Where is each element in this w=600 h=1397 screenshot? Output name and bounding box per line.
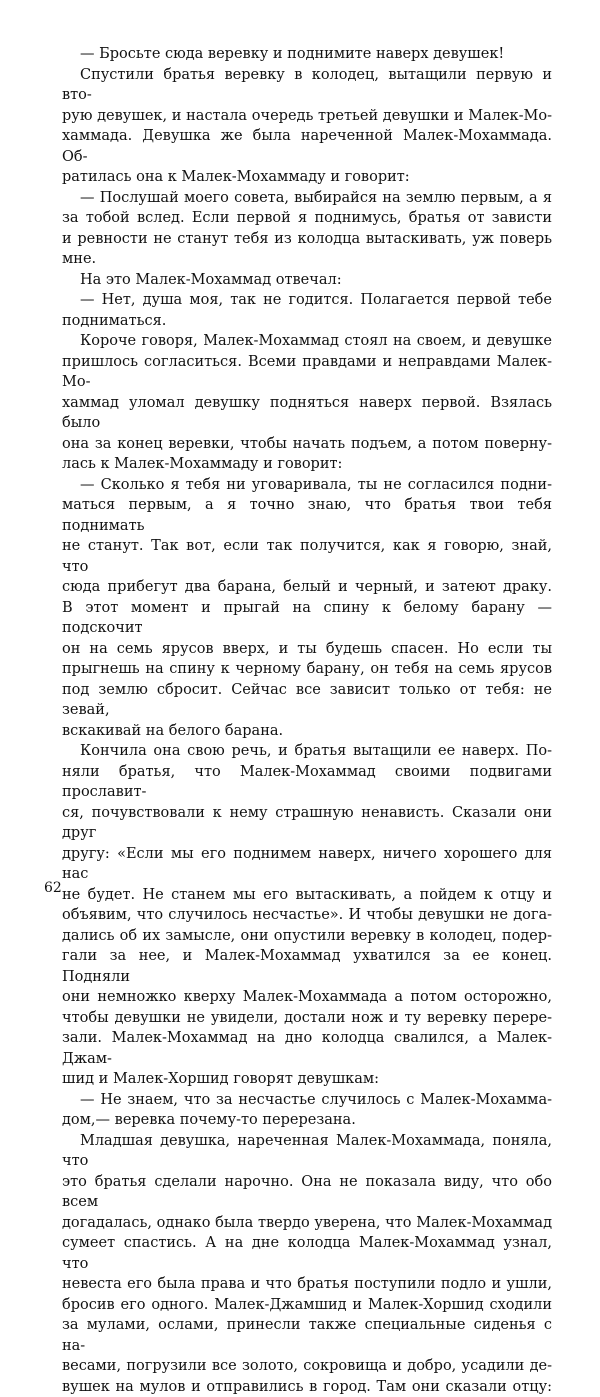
text-line: Младшая девушка, нареченная Малек-Мохаммада, поняла, что [62,1131,552,1172]
text-line: гали за нее, и Малек-Мохаммад ухватился за ее конец. Подняли [62,946,552,987]
text-line: другу: «Если мы его поднимем наверх, ничего хорошего для нас [62,844,552,885]
text-line: это братья сделали нарочно. Она не показала виду, что обо всем [62,1172,552,1213]
text-line: маться первым, а я точно знаю, что братья твои тебя поднимать [62,495,552,536]
text-line: дались об их замысле, они опустили веревку в колодец, подер- [62,926,552,947]
text-line: — Нет, душа моя, так не годится. Полагается первой тебе [62,290,552,311]
text-line: сумеет спастись. А на дне колодца Малек-Мохаммад узнал, что [62,1233,552,1274]
page-number: 62 [44,880,62,896]
text-line: В этот момент и прыгай на спину к белому барану — подскочит [62,598,552,639]
text-line: невеста его была права и что братья поступили подло и ушли, [62,1274,552,1295]
text-line: — Послушай моего совета, выбирайся на землю первым, а я [62,188,552,209]
text-line: подниматься. [62,311,552,332]
text-line: вскакивай на белого барана. [62,721,552,742]
text-line: он на семь ярусов вверх, и ты будешь спасен. Но если ты [62,639,552,660]
text-line: она за конец веревки, чтобы начать подъем, а потом поверну- [62,434,552,455]
text-line: прыгнешь на спину к черному барану, он тебя на семь ярусов [62,659,552,680]
text-line: не будет. Не станем мы его вытаскивать, а пойдем к отцу и [62,885,552,906]
text-line: чтобы девушки не увидели, достали нож и ту веревку перере- [62,1008,552,1029]
text-line: зали. Малек-Мохаммад на дно колодца свалился, а Малек-Джам- [62,1028,552,1069]
text-line: бросив его одного. Малек-Джамшид и Малек-Хоршид сходили [62,1295,552,1316]
text-line: объявим, что случилось несчастье». И чтобы девушки не дога- [62,905,552,926]
text-line: за тобой вслед. Если первой я поднимусь, братья от зависти [62,208,552,229]
text-line: — Не знаем, что за несчастье случилось с Малек-Мохамма- [62,1090,552,1111]
text-line: догадалась, однако была твердо уверена, что Малек-Мохаммад [62,1213,552,1234]
text-line: няли братья, что Малек-Мохаммад своими подвигами прославит- [62,762,552,803]
text-line: под землю сбросит. Сейчас все зависит только от тебя: не зевай, [62,680,552,721]
text-line: весами, погрузили все золото, сокровища и добро, усадили де- [62,1356,552,1377]
text-line: хаммада. Девушка же была нареченной Малек-Мохаммада. Об- [62,126,552,167]
text-line: шид и Малек-Хоршид говорят девушкам: [62,1069,552,1090]
text-line: ратилась она к Малек-Мохаммаду и говорит: [62,167,552,188]
text-line: лась к Малек-Мохаммаду и говорит: [62,454,552,475]
text-line: за мулами, ослами, принесли также специальные сиденья с на- [62,1315,552,1356]
text-line: мне. [62,249,552,270]
text-line: Короче говоря, Малек-Мохаммад стоял на своем, и девушке [62,331,552,352]
text-line: они немножко кверху Малек-Мохаммада а потом осторожно, [62,987,552,1008]
text-line: вушек на мулов и отправились в город. Там они сказали отцу: [62,1377,552,1397]
text-line: хаммад уломал девушку подняться наверх первой. Взялась было [62,393,552,434]
text-line: ся, почувствовали к нему страшную ненависть. Сказали они друг [62,803,552,844]
text-line: Спустили братья веревку в колодец, вытащили первую и вто- [62,65,552,106]
text-line: пришлось согласиться. Всеми правдами и неправдами Малек-Мо- [62,352,552,393]
text-line: рую девушек, и настала очередь третьей девушки и Малек-Мо- [62,106,552,127]
text-line: Кончила она свою речь, и братья вытащили ее наверх. По- [62,741,552,762]
text-line: На это Малек-Мохаммад отвечал: [62,270,552,291]
text-line: — Сколько я тебя ни уговаривала, ты не согласился подни- [62,475,552,496]
text-line: сюда прибегут два барана, белый и черный, и затеют драку. [62,577,552,598]
text-line: — Бросьте сюда веревку и поднимите наверх девушек! [62,44,552,65]
body-text [62,44,552,1397]
text-line: дом,— веревка почему-то перерезана. [62,1110,552,1131]
text-line: и ревности не станут тебя из колодца вытаскивать, уж поверь [62,229,552,250]
text-line: не станут. Так вот, если так получится, как я говорю, знай, что [62,536,552,577]
